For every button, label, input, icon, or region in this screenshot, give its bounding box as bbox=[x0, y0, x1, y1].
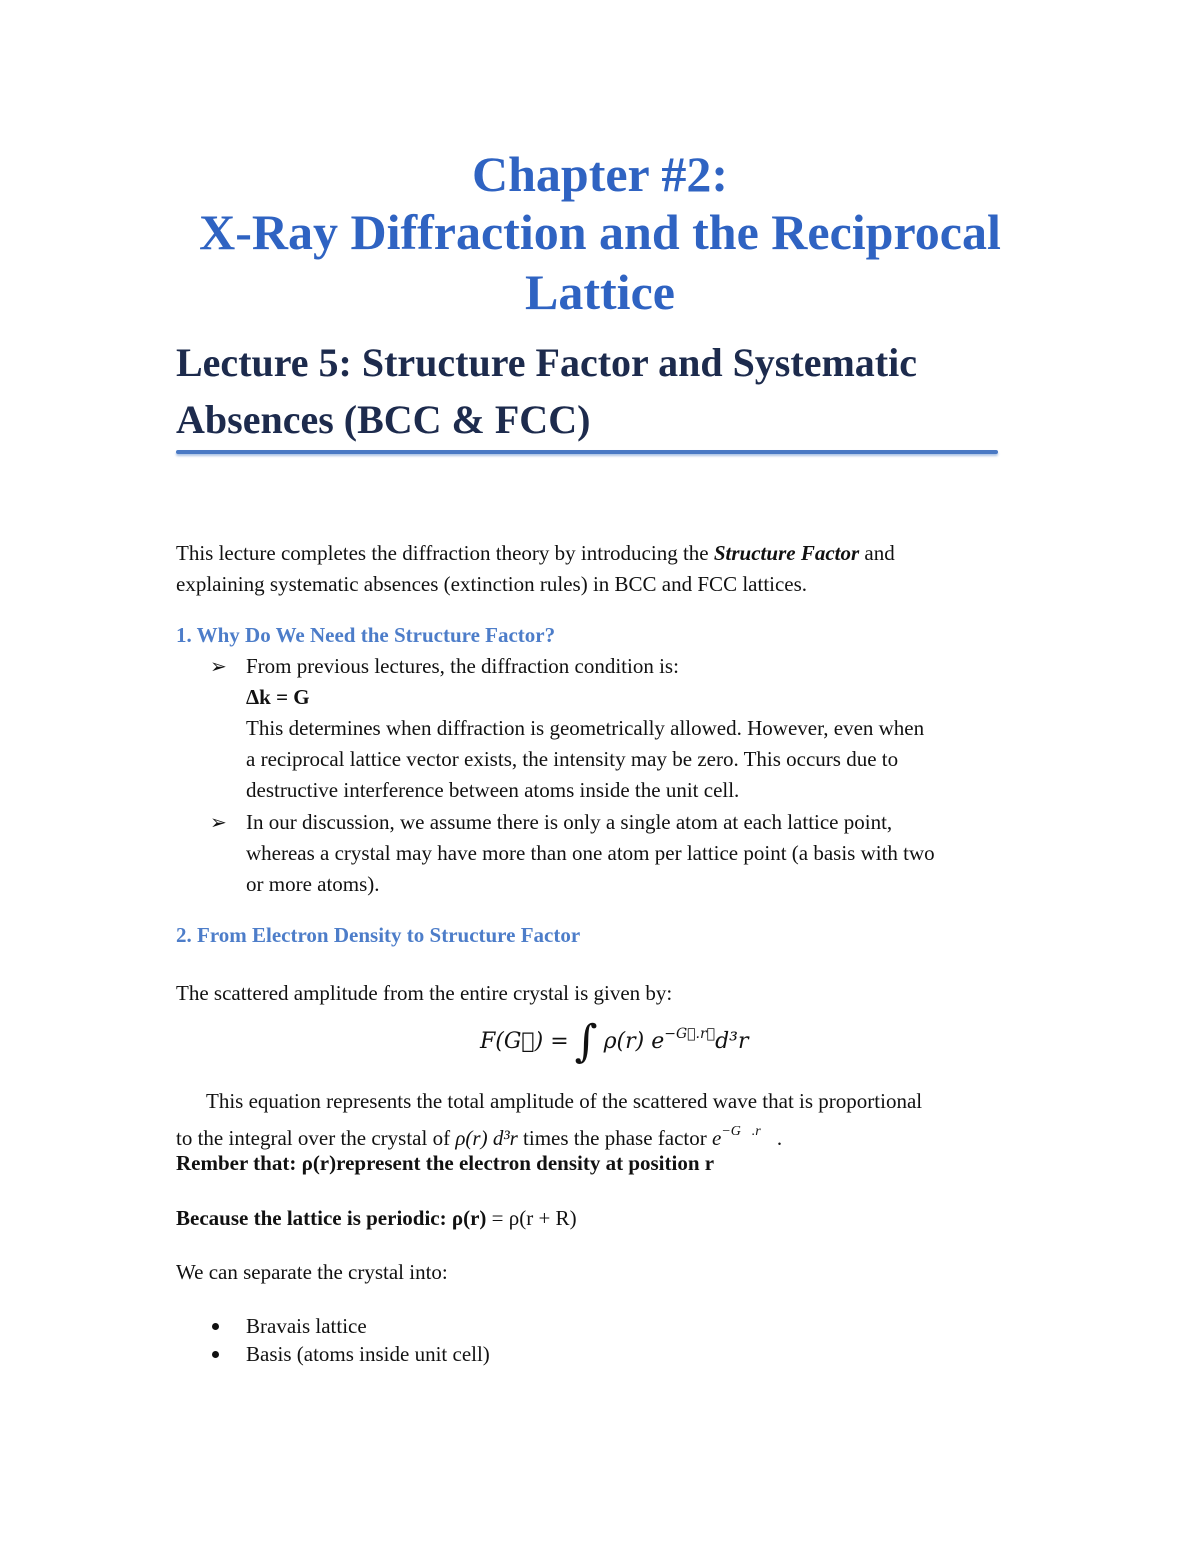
phase-factor-exponent: −G⃗.r⃗ bbox=[721, 1124, 772, 1139]
explanation-text: to the integral over the crystal of bbox=[176, 1126, 456, 1150]
periodicity-relation: = ρ(r + R) bbox=[486, 1206, 577, 1230]
bullet-dot-icon bbox=[212, 1323, 219, 1330]
bullet2-line1: In our discussion, we assume there is only a single atom at each lattice point, bbox=[246, 810, 893, 834]
periodicity-label: Because the lattice is periodic: ρ(r) bbox=[176, 1206, 487, 1230]
arrow-bullet-icon: ➢ bbox=[210, 810, 227, 834]
lecture-title-line2: Absences (BCC & FCC) bbox=[176, 397, 591, 442]
bullet2-line2: whereas a crystal may have more than one atom per lattice point (a basis with two bbox=[246, 841, 935, 865]
explanation-text-mid: times the phase factor bbox=[517, 1126, 712, 1150]
equation-exponent: −G⃗.r⃗ bbox=[664, 1025, 716, 1042]
equation-integrand: ρ(r) e bbox=[603, 1029, 665, 1054]
lecture-title-line1: Lecture 5: Structure Factor and Systematic bbox=[176, 340, 917, 385]
arrow-bullet-icon: ➢ bbox=[210, 654, 227, 678]
explanation-line1: This equation represents the total amplitude of the scattered wave that is proportional bbox=[206, 1089, 923, 1113]
list-item: Basis (atoms inside unit cell) bbox=[246, 1342, 490, 1366]
main-title-line2: Lattice bbox=[525, 264, 675, 320]
intro-line2: explaining systematic absences (extinction rules) in BCC and FCC lattices. bbox=[176, 572, 808, 596]
diffraction-condition: Δk = G bbox=[246, 685, 310, 709]
bullet1-line3: This determines when diffraction is geometrically allowed. However, even when bbox=[246, 716, 925, 740]
intro-text-end: and bbox=[859, 541, 895, 565]
structure-factor-emphasis: Structure Factor bbox=[713, 541, 860, 565]
bullet-dot-icon bbox=[212, 1351, 219, 1358]
bullet1-line4: a reciprocal lattice vector exists, the intensity may be zero. This occurs due to bbox=[246, 747, 899, 771]
equation-volume-element: d³r bbox=[715, 1029, 749, 1054]
equation-lhs: F(G⃗) = bbox=[480, 1029, 569, 1054]
phase-factor-base: e bbox=[711, 1126, 722, 1150]
amplitude-line: The scattered amplitude from the entire crystal is given by: bbox=[176, 981, 673, 1005]
main-title-line1: X-Ray Diffraction and the Reciprocal bbox=[199, 204, 1001, 260]
structure-factor-equation bbox=[480, 1008, 749, 1067]
separate-line: We can separate the crystal into: bbox=[176, 1260, 448, 1284]
chapter-title: Chapter #2: bbox=[471, 146, 728, 202]
periodicity-line bbox=[176, 1203, 577, 1234]
intro-line1 bbox=[176, 538, 895, 569]
bullet1-line5: destructive interference between atoms inside the unit cell. bbox=[246, 778, 740, 802]
explanation-text-end: . bbox=[771, 1126, 783, 1150]
density-volume-term: ρ(r) d³r bbox=[455, 1126, 518, 1150]
intro-text: This lecture completes the diffraction theory by introducing the bbox=[176, 541, 714, 565]
bullet1-line1: From previous lectures, the diffraction condition is: bbox=[246, 654, 679, 678]
section2-heading: 2. From Electron Density to Structure Factor bbox=[176, 923, 581, 947]
rember-note: Rember that: ρ(r)represent the electron density at position r bbox=[176, 1151, 715, 1175]
bullet2-line3: or more atoms). bbox=[246, 872, 380, 896]
section1-heading: 1. Why Do We Need the Structure Factor? bbox=[176, 623, 556, 647]
integral-sign: ∫ bbox=[574, 1016, 598, 1067]
title-divider bbox=[176, 450, 998, 454]
list-item: Bravais lattice bbox=[246, 1314, 367, 1338]
